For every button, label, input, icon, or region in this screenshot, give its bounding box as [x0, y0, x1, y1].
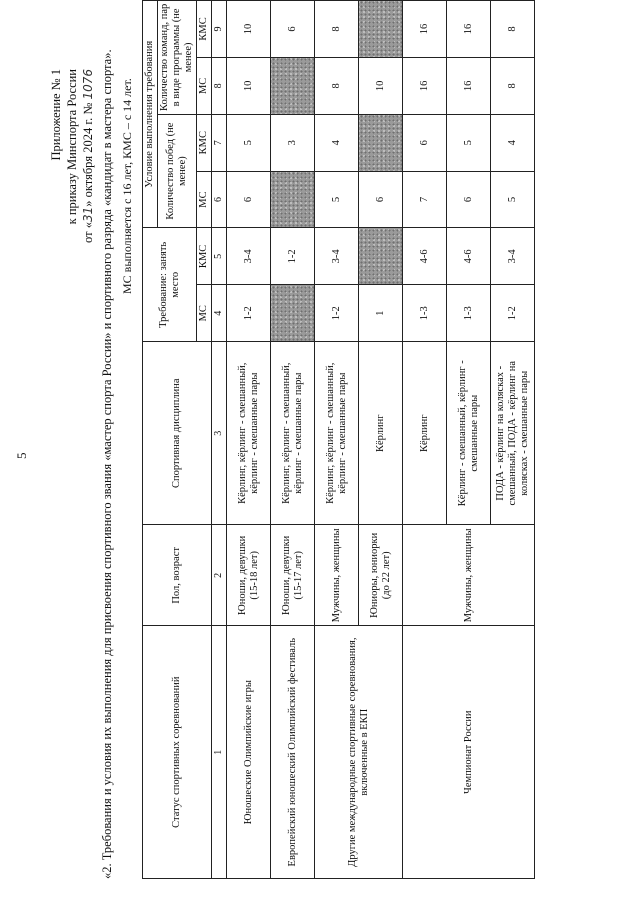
- table-row: [271, 1, 315, 879]
- cell-wins-kms: 5: [227, 114, 271, 171]
- colnum-4: 4: [212, 285, 227, 342]
- cell-discipline: Кёрлинг - смешанный, кёрлинг - смешанные пары: [447, 342, 491, 525]
- cell-status: Другие международные спортивные соревнования, включенные в ЕКП: [315, 626, 403, 879]
- colnum-6: 6: [212, 171, 227, 228]
- header-place-ms: МС: [197, 285, 212, 342]
- cell-wins-ms: 6: [227, 171, 271, 228]
- cell-sex-age: Юноши, девушки (15-17 лет): [271, 525, 315, 626]
- header-place-kms: КМС: [197, 228, 212, 285]
- header-wins-ms: МС: [197, 171, 212, 228]
- handwritten-day: 31: [81, 206, 95, 223]
- cell-count-kms: 10: [227, 1, 271, 58]
- cell-place-ms: 1-3: [447, 285, 491, 342]
- cell-discipline: Кёрлинг, кёрлинг - смешанный, кёрлинг - смешанные пары: [227, 342, 271, 525]
- cell-status: Юношеские Олимпийские игры: [227, 626, 271, 879]
- cell-wins-kms: 4: [491, 114, 535, 171]
- intro-paragraph: «2. Требования и условия их выполнения для присвоения спортивного звания «мастер спорта России» и спортивного разряда «кандидат в мастера спорта».: [100, 49, 114, 879]
- colnum-7: 7: [212, 114, 227, 171]
- cell-sex-age: Юноши, девушки (15-18 лет): [227, 525, 271, 626]
- cell-count-ms: 16: [403, 57, 447, 114]
- condition-note: МС выполняется с 16 лет, КМС – с 14 лет.: [120, 78, 134, 294]
- cell-count-ms: 8: [491, 57, 535, 114]
- cell-wins-kms: 6: [403, 114, 447, 171]
- cell-count-kms-shaded: [359, 1, 403, 58]
- table-row: [227, 1, 271, 879]
- cell-wins-ms: 5: [315, 171, 359, 228]
- cell-place-kms: 4-6: [403, 228, 447, 285]
- colnum-9: 9: [212, 1, 227, 58]
- appendix-header: [48, 69, 96, 299]
- cell-discipline: Кёрлинг: [359, 342, 403, 525]
- cell-count-kms: 16: [403, 1, 447, 58]
- header-conditions: Условие выполнения требования: [143, 1, 158, 228]
- header-wins-kms: КМС: [197, 114, 212, 171]
- cell-count-kms: 8: [315, 1, 359, 58]
- cell-place-ms: 1-3: [403, 285, 447, 342]
- table-row: [315, 1, 359, 879]
- cell-discipline: Кёрлинг, кёрлинг - смешанный, кёрлинг - смешанные пары: [315, 342, 359, 525]
- cell-discipline: ПОДА - кёрлинг на колясках - смешанный, ПОДА - кёрлинг на колясках - смешанные пары: [491, 342, 535, 525]
- cell-status: Европейский юношеский Олимпийский фестиваль: [271, 626, 315, 879]
- requirements-table: [142, 0, 535, 879]
- header-row-1: [143, 1, 158, 879]
- cell-place-kms: 3-4: [227, 228, 271, 285]
- cell-place-ms: 1-2: [491, 285, 535, 342]
- header-wins: Количество побед (не менее): [158, 114, 197, 228]
- cell-discipline: Кёрлинг: [403, 342, 447, 525]
- header-count-kms: КМС: [197, 1, 212, 58]
- cell-sex-age: Мужчины, женщины: [315, 525, 359, 626]
- cell-count-kms: 8: [491, 1, 535, 58]
- cell-wins-kms-shaded: [359, 114, 403, 171]
- cell-wins-ms: 5: [491, 171, 535, 228]
- cell-wins-ms: 6: [447, 171, 491, 228]
- header-status: Статус спортивных соревнований: [143, 626, 212, 879]
- cell-count-ms-shaded: [271, 57, 315, 114]
- header-discipline: Спортивная дисциплина: [143, 342, 212, 525]
- cell-wins-ms: 7: [403, 171, 447, 228]
- cell-sex-age: Мужчины, женщины: [403, 525, 535, 626]
- cell-wins-kms: 4: [315, 114, 359, 171]
- cell-wins-kms: 3: [271, 114, 315, 171]
- cell-place-kms: 3-4: [315, 228, 359, 285]
- cell-place-kms: 1-2: [271, 228, 315, 285]
- column-numbers-row: [212, 1, 227, 879]
- table-row: [403, 1, 447, 879]
- header-sex-age: Пол, возраст: [143, 525, 212, 626]
- cell-count-ms: 10: [359, 57, 403, 114]
- appendix-order-ref: к приказу Минспорта России: [65, 69, 79, 225]
- cell-wins-ms: 6: [359, 171, 403, 228]
- cell-place-kms-shaded: [359, 228, 403, 285]
- cell-sex-age: Юниоры, юниорки (до 22 лет): [359, 525, 403, 626]
- cell-place-ms: 1-2: [227, 285, 271, 342]
- page-number: 5: [14, 452, 29, 459]
- cell-wins-kms: 5: [447, 114, 491, 171]
- cell-place-ms: 1: [359, 285, 403, 342]
- cell-place-ms: 1-2: [315, 285, 359, 342]
- cell-place-kms: 4-6: [447, 228, 491, 285]
- colnum-2: 2: [212, 525, 227, 626]
- header-count-ms: МС: [197, 57, 212, 114]
- cell-count-ms: 10: [227, 57, 271, 114]
- cell-count-kms: 6: [271, 1, 315, 58]
- cell-wins-ms-shaded: [271, 171, 315, 228]
- appendix-date-line: от «31» октября 2024 г. № 1076: [81, 69, 95, 243]
- cell-count-ms: 16: [447, 57, 491, 114]
- cell-place-ms-shaded: [271, 285, 315, 342]
- colnum-3: 3: [212, 342, 227, 525]
- header-matches: Количество команд, пар в виде программы (не менее): [158, 1, 197, 115]
- colnum-8: 8: [212, 57, 227, 114]
- cell-place-kms: 3-4: [491, 228, 535, 285]
- cell-count-kms: 16: [447, 1, 491, 58]
- colnum-1: 1: [212, 626, 227, 879]
- handwritten-order-number: 1076: [81, 69, 95, 100]
- colnum-5: 5: [212, 228, 227, 285]
- appendix-title: Приложение № 1: [49, 69, 63, 161]
- cell-status: Чемпионат России: [403, 626, 535, 879]
- header-place-requirement: Требование: занять место: [143, 228, 197, 342]
- cell-count-ms: 8: [315, 57, 359, 114]
- cell-discipline: Кёрлинг, кёрлинг - смешанный, кёрлинг - смешанные пары: [271, 342, 315, 525]
